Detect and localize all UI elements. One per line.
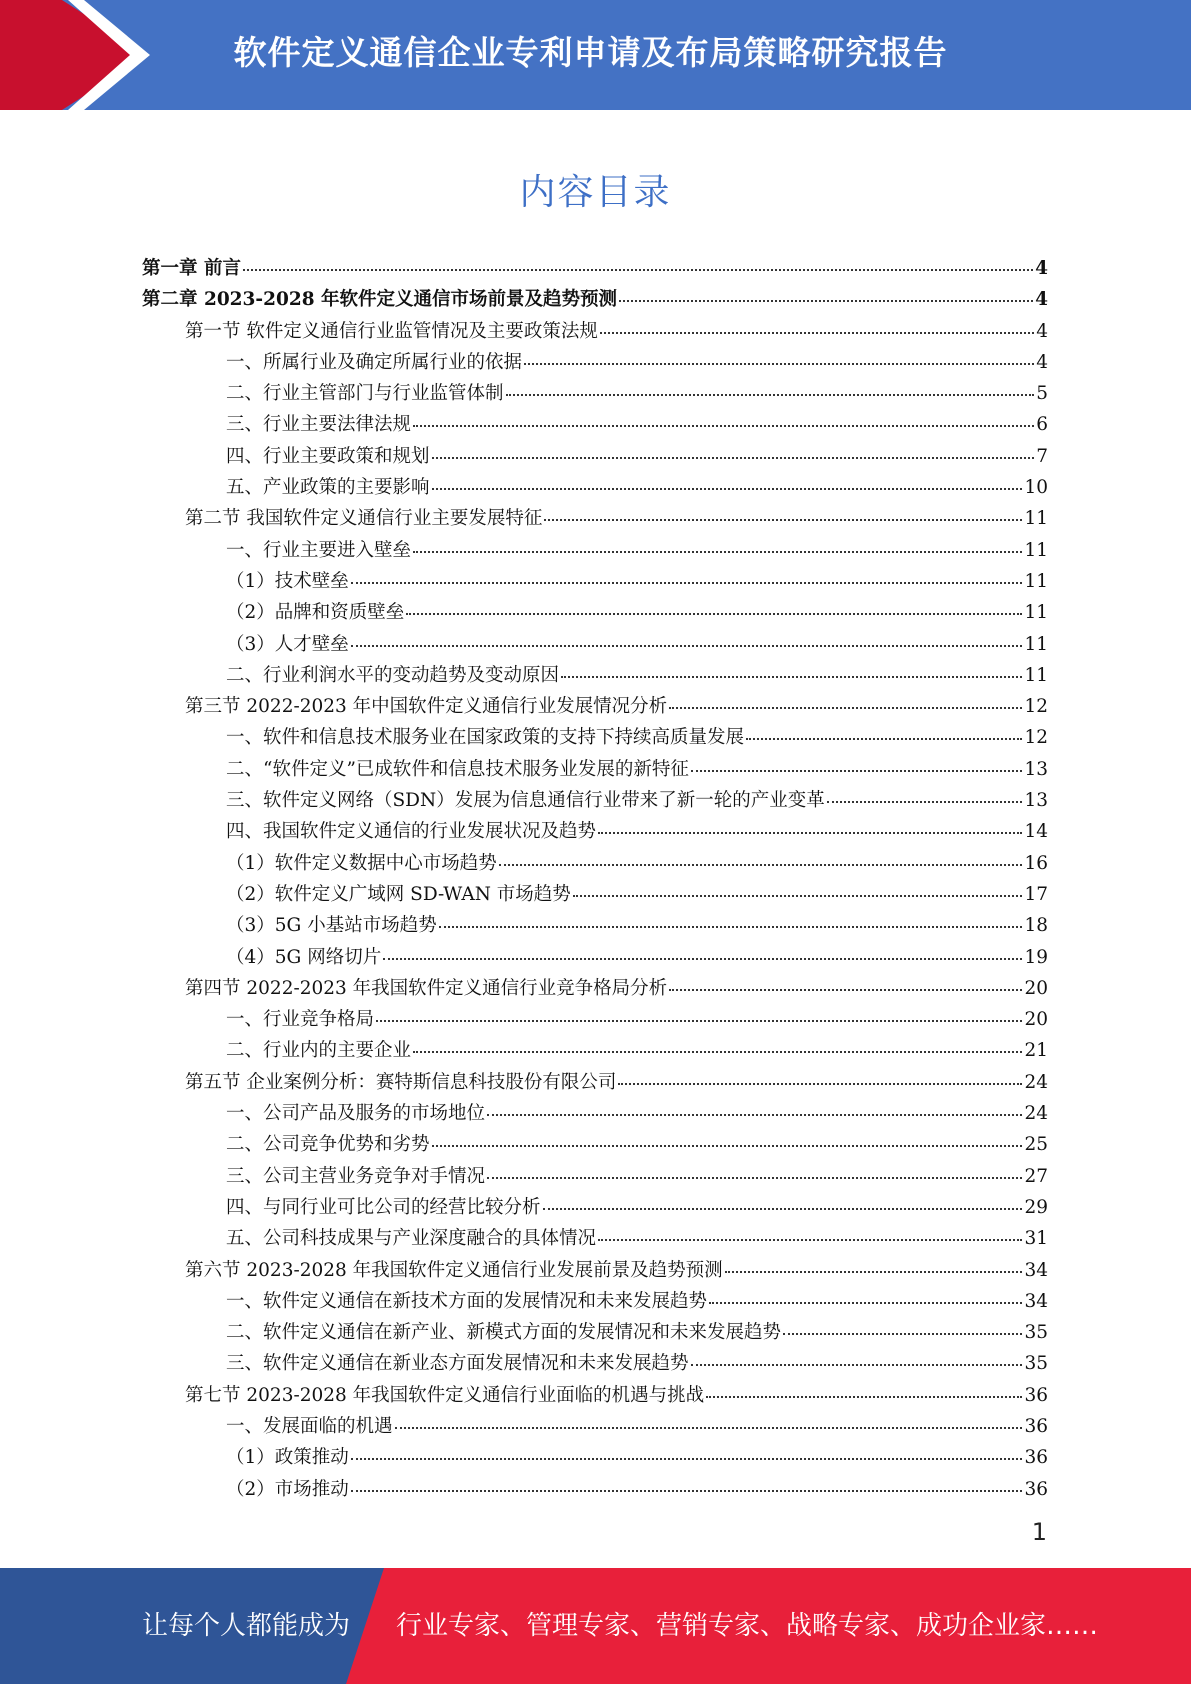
toc-entry-page: 11	[1024, 664, 1048, 686]
toc-entry[interactable]	[142, 1162, 1048, 1193]
toc-dot-leader	[243, 268, 1033, 271]
toc-entry-text: 第三节 2022-2023 年中国软件定义通信行业发展情况分析	[185, 696, 668, 718]
toc-dot-leader	[432, 456, 1035, 459]
toc-entry[interactable]	[142, 1475, 1048, 1506]
toc-entry-text: 二、“软件定义”已成软件和信息技术服务业发展的新特征	[226, 758, 689, 780]
toc-entry-page: 6	[1036, 414, 1048, 436]
toc-dot-leader	[499, 863, 1023, 866]
toc-entry[interactable]	[142, 817, 1048, 848]
toc-entry[interactable]	[142, 410, 1048, 441]
toc-dot-leader	[573, 894, 1023, 897]
toc-dot-leader	[600, 331, 1034, 334]
toc-entry-page: 13	[1024, 758, 1048, 780]
toc-dot-leader	[783, 1332, 1022, 1335]
toc-entry[interactable]	[142, 911, 1048, 942]
toc-dot-leader	[487, 1176, 1022, 1179]
toc-entry-page: 10	[1024, 477, 1048, 499]
toc-entry-page: 35	[1024, 1353, 1048, 1375]
toc-entry[interactable]	[142, 442, 1048, 473]
toc-entry-text: 二、行业内的主要企业	[226, 1040, 412, 1062]
toc-entry-page: 29	[1024, 1196, 1048, 1218]
footer-slogan-left: 让每个人都能成为	[142, 1611, 351, 1641]
toc-dot-leader	[706, 1395, 1022, 1398]
toc-entry[interactable]	[142, 974, 1048, 1005]
toc-entry-text: 二、公司竞争优势和劣势	[226, 1134, 430, 1156]
page-number: 1	[1031, 1518, 1047, 1546]
toc-entry-text: 一、行业竞争格局	[226, 1009, 375, 1031]
toc-entry-page: 12	[1024, 727, 1048, 749]
toc-entry-text: （3）5G 小基站市场趋势	[226, 915, 437, 937]
toc-entry-text: 二、软件定义通信在新产业、新模式方面的发展情况和未来发展趋势	[226, 1322, 782, 1344]
toc-entry-page: 11	[1024, 508, 1048, 530]
toc-entry-text: 第一节 软件定义通信行业监管情况及主要政策法规	[185, 320, 598, 342]
toc-entry[interactable]	[142, 723, 1048, 754]
toc-dot-leader	[669, 706, 1022, 709]
header-arrow-icon	[0, 0, 160, 110]
toc-entry[interactable]	[142, 1318, 1048, 1349]
toc-entry[interactable]	[142, 1381, 1048, 1412]
toc-dot-leader	[691, 769, 1023, 772]
toc-entry[interactable]	[142, 473, 1048, 504]
toc-dot-leader	[543, 1207, 1023, 1210]
toc-entry-text: 三、公司主营业务竞争对手情况	[226, 1165, 486, 1187]
toc-entry[interactable]	[142, 1068, 1048, 1099]
toc-entry-text: 四、我国软件定义通信的行业发展状况及趋势	[226, 821, 597, 843]
toc-entry-page: 16	[1024, 852, 1048, 874]
toc-entry[interactable]	[142, 1193, 1048, 1224]
toc-entry-page: 20	[1024, 977, 1048, 999]
toc-entry-page: 11	[1024, 539, 1048, 561]
toc-entry-text: 一、软件定义通信在新技术方面的发展情况和未来发展趋势	[226, 1290, 708, 1312]
toc-entry-text: （2）品牌和资质壁垒	[226, 602, 405, 624]
toc-entry[interactable]	[142, 1224, 1048, 1255]
footer-slogan-right: 行业专家、管理专家、营销专家、战略专家、成功企业家……	[396, 1611, 1099, 1641]
toc-entry-page: 12	[1024, 696, 1048, 718]
toc-dot-leader	[413, 1050, 1022, 1053]
toc-entry[interactable]	[142, 880, 1048, 911]
toc-dot-leader	[669, 988, 1022, 991]
toc-entry-page: 11	[1024, 633, 1048, 655]
toc-dot-leader	[351, 1489, 1023, 1492]
toc-entry[interactable]	[142, 1256, 1048, 1287]
toc-entry[interactable]	[142, 755, 1048, 786]
toc-entry-page: 7	[1036, 445, 1048, 467]
toc-entry-text: 二、行业利润水平的变动趋势及变动原因	[226, 664, 560, 686]
table-of-contents	[142, 254, 1048, 1506]
toc-entry[interactable]	[142, 1099, 1048, 1130]
toc-entry-text: 三、软件定义通信在新业态方面发展情况和未来发展趋势	[226, 1353, 689, 1375]
toc-dot-leader	[709, 1301, 1022, 1304]
toc-entry-page: 25	[1024, 1134, 1048, 1156]
toc-dot-leader	[432, 487, 1023, 490]
toc-entry[interactable]	[142, 1349, 1048, 1380]
toc-entry[interactable]	[142, 254, 1048, 285]
toc-dot-leader	[413, 424, 1034, 427]
toc-entry-page: 36	[1024, 1478, 1048, 1500]
toc-entry-page: 20	[1024, 1009, 1048, 1031]
toc-entry-page: 24	[1024, 1071, 1048, 1093]
toc-entry-text: （1）软件定义数据中心市场趋势	[226, 852, 497, 874]
toc-dot-leader	[598, 1238, 1022, 1241]
toc-entry-page: 34	[1024, 1290, 1048, 1312]
toc-entry[interactable]	[142, 661, 1048, 692]
toc-dot-leader	[432, 1144, 1023, 1147]
toc-entry-text: 一、软件和信息技术服务业在国家政策的支持下持续高质量发展	[226, 727, 745, 749]
toc-entry[interactable]	[142, 285, 1048, 316]
toc-entry-page: 24	[1024, 1103, 1048, 1125]
toc-dot-leader	[618, 1082, 1022, 1085]
toc-entry-text: 第六节 2023-2028 年我国软件定义通信行业发展前景及趋势预测	[185, 1259, 723, 1281]
toc-entry-text: 第四节 2022-2023 年我国软件定义通信行业竞争格局分析	[185, 977, 668, 999]
toc-entry-text: （2）市场推动	[226, 1478, 349, 1500]
toc-dot-leader	[406, 612, 1022, 615]
toc-entry-text: 一、公司产品及服务的市场地位	[226, 1103, 486, 1125]
toc-entry-text: 一、行业主要进入壁垒	[226, 539, 412, 561]
toc-entry-text: 一、所属行业及确定所属行业的依据	[226, 351, 523, 373]
toc-entry[interactable]	[142, 786, 1048, 817]
toc-entry-text: 第七节 2023-2028 年我国软件定义通信行业面临的机遇与挑战	[185, 1384, 705, 1406]
toc-entry-page: 36	[1024, 1384, 1048, 1406]
toc-entry-page: 27	[1024, 1165, 1048, 1187]
toc-entry-text: 四、与同行业可比公司的经营比较分析	[226, 1196, 541, 1218]
toc-entry-text: （3）人才壁垒	[226, 633, 349, 655]
toc-entry-text: 第一章 前言	[142, 258, 241, 279]
toc-entry-page: 34	[1024, 1259, 1048, 1281]
toc-heading: 内容目录	[519, 172, 672, 213]
toc-entry-page: 36	[1024, 1447, 1048, 1469]
toc-dot-leader	[395, 1426, 1023, 1429]
toc-entry[interactable]	[142, 1005, 1048, 1036]
toc-dot-leader	[725, 1270, 1023, 1273]
toc-entry-page: 21	[1024, 1040, 1048, 1062]
toc-entry[interactable]	[142, 630, 1048, 661]
toc-entry-page: 14	[1024, 821, 1048, 843]
toc-entry-text: 五、公司科技成果与产业深度融合的具体情况	[226, 1228, 597, 1250]
report-title: 软件定义通信企业专利申请及布局策略研究报告	[233, 33, 948, 72]
toc-entry[interactable]	[142, 1036, 1048, 1067]
toc-dot-leader	[544, 518, 1022, 521]
toc-dot-leader	[746, 737, 1022, 740]
toc-entry-page: 17	[1024, 883, 1048, 905]
toc-dot-leader	[351, 581, 1023, 584]
toc-entry[interactable]	[142, 1130, 1048, 1161]
toc-entry-text: 第五节 企业案例分析：赛特斯信息科技股份有限公司	[185, 1071, 617, 1093]
toc-entry-page: 35	[1024, 1322, 1048, 1344]
toc-dot-leader	[351, 644, 1023, 647]
toc-entry-page: 4	[1036, 320, 1048, 342]
header-banner	[0, 0, 1191, 110]
toc-entry[interactable]	[142, 379, 1048, 410]
toc-entry[interactable]	[142, 692, 1048, 723]
toc-entry-text: 一、发展面临的机遇	[226, 1415, 393, 1437]
toc-dot-leader	[561, 675, 1022, 678]
toc-dot-leader	[598, 831, 1022, 834]
toc-entry[interactable]	[142, 567, 1048, 598]
toc-entry-page: 19	[1024, 946, 1048, 968]
toc-dot-leader	[351, 1457, 1023, 1460]
toc-entry-text: 第二章 2023-2028 年软件定义通信市场前景及趋势预测	[142, 289, 618, 311]
footer-banner	[0, 1568, 1191, 1684]
toc-entry-text: 二、行业主管部门与行业监管体制	[226, 383, 504, 405]
toc-entry-text: 第二节 我国软件定义通信行业主要发展特征	[185, 508, 543, 530]
toc-dot-leader	[827, 800, 1023, 803]
toc-entry[interactable]	[142, 504, 1048, 535]
toc-dot-leader	[439, 925, 1023, 928]
toc-entry-text: （1）技术壁垒	[226, 570, 349, 592]
toc-entry[interactable]	[142, 1287, 1048, 1318]
toc-entry-page: 11	[1024, 602, 1048, 624]
toc-entry[interactable]	[142, 536, 1048, 567]
toc-dot-leader	[691, 1363, 1023, 1366]
toc-entry-text: （1）政策推动	[226, 1447, 349, 1469]
toc-dot-leader	[376, 1019, 1022, 1022]
toc-entry-page: 4	[1036, 351, 1048, 373]
toc-dot-leader	[619, 299, 1033, 302]
toc-entry-page: 4	[1035, 258, 1048, 279]
toc-dot-leader	[524, 362, 1034, 365]
toc-entry-page: 11	[1024, 570, 1048, 592]
toc-entry-page: 5	[1036, 383, 1048, 405]
toc-entry[interactable]	[142, 1443, 1048, 1474]
toc-entry-page: 36	[1024, 1415, 1048, 1437]
toc-entry-text: 三、软件定义网络（SDN）发展为信息通信行业带来了新一轮的产业变革	[226, 790, 825, 812]
toc-entry[interactable]	[142, 943, 1048, 974]
toc-dot-leader	[413, 550, 1022, 553]
toc-entry-page: 13	[1024, 790, 1048, 812]
toc-entry[interactable]	[142, 849, 1048, 880]
toc-entry-text: 三、行业主要法律法规	[226, 414, 412, 436]
toc-entry-text: （4）5G 网络切片	[226, 946, 382, 968]
toc-entry-page: 31	[1024, 1228, 1048, 1250]
toc-dot-leader	[383, 957, 1022, 960]
toc-entry-page: 18	[1024, 915, 1048, 937]
toc-entry[interactable]	[142, 317, 1048, 348]
toc-dot-leader	[506, 393, 1035, 396]
toc-entry-text: 四、行业主要政策和规划	[226, 445, 430, 467]
toc-entry-page: 4	[1035, 289, 1048, 311]
toc-entry[interactable]	[142, 598, 1048, 629]
toc-entry-text: 五、产业政策的主要影响	[226, 477, 430, 499]
toc-entry-text: （2）软件定义广域网 SD-WAN 市场趋势	[226, 883, 571, 905]
toc-dot-leader	[487, 1113, 1022, 1116]
toc-entry[interactable]	[142, 348, 1048, 379]
toc-entry[interactable]	[142, 1412, 1048, 1443]
